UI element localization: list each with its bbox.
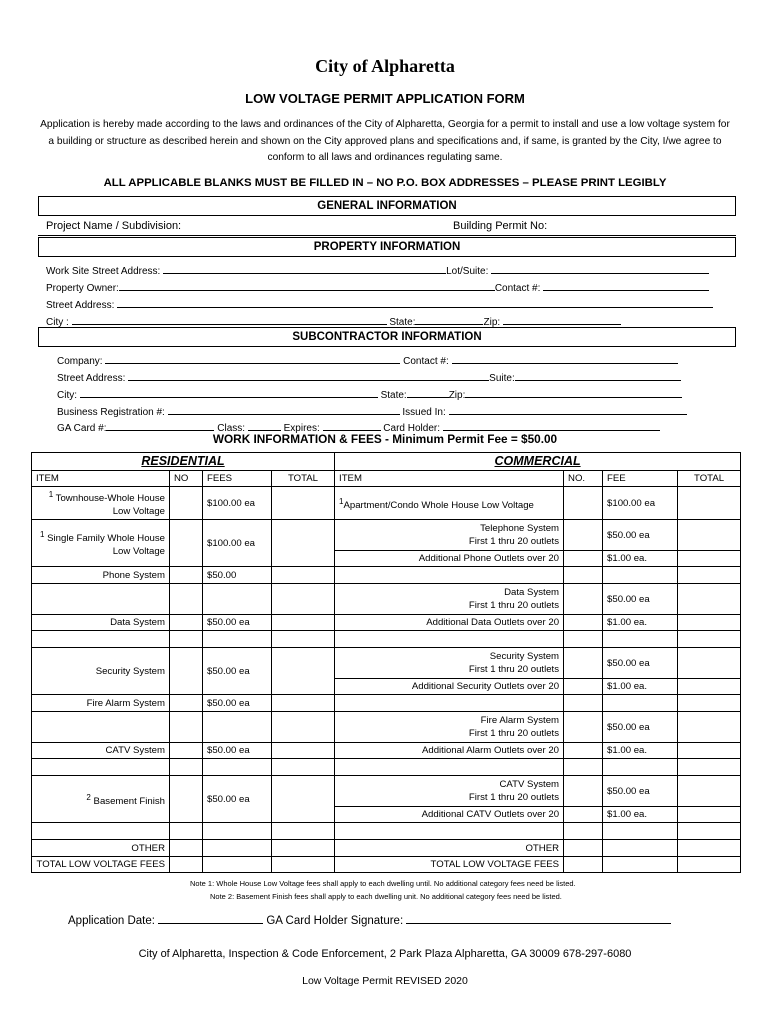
com-fee: $50.00 ea (603, 712, 678, 743)
res-total-cell[interactable] (272, 759, 335, 776)
com-col-total: TOTAL (678, 471, 741, 487)
com-no-cell[interactable] (564, 631, 603, 648)
res-fee: $50.00 ea (203, 648, 272, 695)
com-total-cell[interactable] (678, 823, 741, 840)
com-total-cell[interactable] (678, 648, 741, 679)
lot-suite-field[interactable] (491, 262, 709, 274)
res-item: CATV System (32, 743, 170, 759)
res-fee (203, 631, 272, 648)
res-total-cell[interactable] (272, 520, 335, 567)
com-no-cell[interactable] (564, 648, 603, 679)
com-item: Security System First 1 thru 20 outlets (335, 648, 564, 679)
res-item: Security System (32, 648, 170, 695)
table-row (32, 712, 741, 743)
expires-field[interactable] (323, 419, 381, 431)
res-no-cell[interactable] (170, 759, 203, 776)
com-item (335, 759, 564, 776)
res-item (32, 712, 170, 743)
res-col-fees: FEES (203, 471, 272, 487)
com-item: Additional CATV Outlets over 20 (335, 807, 564, 823)
table-row (32, 759, 741, 776)
com-fee: $50.00 ea (603, 776, 678, 807)
com-total-cell[interactable] (678, 712, 741, 743)
table-row (32, 840, 741, 857)
com-col-fee: FEE (603, 471, 678, 487)
sub-zip-field[interactable] (465, 386, 682, 398)
res-fee (203, 584, 272, 615)
property-owner-label: Property Owner: (46, 283, 119, 294)
sub-city-field[interactable] (80, 386, 378, 398)
com-total-cell[interactable] (678, 584, 741, 615)
com-no-cell[interactable] (564, 679, 603, 695)
com-total-cell[interactable] (678, 487, 741, 520)
com-total-label: TOTAL LOW VOLTAGE FEES (335, 857, 564, 873)
res-no-cell[interactable] (170, 823, 203, 840)
footer-revision: Low Voltage Permit REVISED 2020 (302, 975, 468, 987)
res-total-cell[interactable] (272, 631, 335, 648)
res-total-cell[interactable] (272, 487, 335, 520)
com-no-cell[interactable] (564, 567, 603, 584)
property-street-label: Street Address: (46, 300, 115, 311)
company-row (57, 352, 678, 367)
res-total-cell[interactable] (272, 823, 335, 840)
company-label: Company: (57, 356, 103, 367)
table-row (32, 823, 741, 840)
table-row (32, 520, 741, 551)
table-row (32, 743, 741, 759)
res-no-cell[interactable] (170, 584, 203, 615)
com-total-cell[interactable] (678, 807, 741, 823)
res-item: $^1$ Single Family Whole House Low Voltage (32, 520, 170, 567)
com-fee (603, 695, 678, 712)
com-fee: $50.00 ea (603, 648, 678, 679)
res-fee: $50.00 ea (203, 695, 272, 712)
property-owner-field[interactable] (119, 279, 495, 291)
res-col-item: ITEM (32, 471, 170, 487)
card-holder-signature-label: GA Card Holder Signature: (266, 915, 404, 927)
com-total-cell[interactable] (678, 679, 741, 695)
sub-street-label: Street Address: (57, 373, 126, 384)
property-street-row (46, 296, 713, 311)
com-fee[interactable] (603, 857, 678, 873)
building-permit-label: Building Permit No: (453, 220, 548, 232)
property-city-row (46, 313, 621, 328)
res-total-cell[interactable] (272, 712, 335, 743)
com-no-cell[interactable] (564, 807, 603, 823)
sub-city-label: City: (57, 390, 77, 401)
res-no-cell[interactable] (170, 567, 203, 584)
com-total-cell[interactable] (678, 776, 741, 807)
res-total-value[interactable] (272, 857, 335, 873)
com-no-cell[interactable] (564, 615, 603, 631)
business-reg-label: Business Registration #: (57, 407, 165, 418)
com-item (335, 823, 564, 840)
com-fee: $1.00 ea. (603, 551, 678, 567)
class-field[interactable] (248, 419, 281, 431)
com-total-cell[interactable] (678, 567, 741, 584)
column-header-row (32, 471, 741, 487)
business-reg-row (57, 403, 687, 418)
com-no-cell[interactable] (564, 487, 603, 520)
com-total-cell[interactable] (678, 840, 741, 857)
res-total-cell[interactable] (272, 615, 335, 631)
com-fee: $1.00 ea. (603, 807, 678, 823)
sub-suite-label: Suite: (489, 373, 515, 384)
com-item (335, 567, 564, 584)
res-total-cell[interactable] (272, 567, 335, 584)
res-no-cell[interactable] (170, 857, 203, 873)
com-no-cell[interactable] (564, 584, 603, 615)
com-total-cell[interactable] (678, 631, 741, 648)
card-holder-label: Card Holder: (383, 423, 440, 434)
subcontractor-info-heading: SUBCONTRACTOR INFORMATION (38, 327, 736, 347)
res-total-cell[interactable] (272, 584, 335, 615)
sub-suite-field[interactable] (515, 369, 681, 381)
com-no-cell[interactable] (564, 551, 603, 567)
com-item: Additional Alarm Outlets over 20 (335, 743, 564, 759)
res-total-cell[interactable] (272, 776, 335, 823)
res-no-cell[interactable] (170, 520, 203, 567)
ga-card-label: GA Card #: (57, 423, 107, 434)
com-item: $^1$Apartment/Condo Whole House Low Voltage (335, 487, 564, 520)
com-no-cell[interactable] (564, 743, 603, 759)
intro-text: Application is hereby made according to the laws and ordinances of the City of Alpharetta, Georgia for a permit to install and use a low voltage system for a building or structure as described herein and shown on the City approved plans and specifications and, if same, is granted by the City, I/we agree to conform to all laws and ordinances regulating same. (40, 119, 730, 163)
general-info-heading: GENERAL INFORMATION (38, 196, 736, 216)
res-total-cell[interactable] (272, 648, 335, 695)
com-no-cell[interactable] (564, 857, 603, 873)
res-item: Data System (32, 615, 170, 631)
com-fee (603, 567, 678, 584)
res-no-cell[interactable] (170, 712, 203, 743)
res-item: Phone System (32, 567, 170, 584)
contact-field[interactable] (543, 279, 709, 291)
sub-city-row (57, 386, 682, 401)
res-total-cell[interactable] (272, 840, 335, 857)
res-no-cell[interactable] (170, 631, 203, 648)
com-total-cell[interactable] (678, 520, 741, 551)
res-col-no: NO (170, 471, 203, 487)
com-no-cell[interactable] (564, 520, 603, 551)
com-col-item: ITEM (335, 471, 564, 487)
com-other: OTHER (335, 840, 564, 857)
res-total-cell[interactable] (272, 695, 335, 712)
table-row (32, 584, 741, 615)
com-total-cell[interactable] (678, 615, 741, 631)
sub-state-field[interactable] (407, 386, 449, 398)
property-city-label: City : (46, 317, 69, 328)
res-no-cell[interactable] (170, 695, 203, 712)
commercial-heading: COMMERCIAL (335, 453, 741, 471)
res-fee (203, 759, 272, 776)
com-item: Fire Alarm System First 1 thru 20 outlets (335, 712, 564, 743)
table-row (32, 631, 741, 648)
note-1: Note 1: Whole House Low Voltage fees shall apply to each dwelling until. No additional category fees need be listed. (190, 879, 576, 888)
property-state-field[interactable] (415, 313, 483, 325)
res-total-cell[interactable] (272, 743, 335, 759)
com-total-cell[interactable] (678, 551, 741, 567)
res-item: $^2$ Basement Finish (32, 776, 170, 823)
property-street-field[interactable] (117, 296, 713, 308)
class-label: Class: (217, 423, 246, 434)
table-row (32, 567, 741, 584)
com-no-cell[interactable] (564, 695, 603, 712)
res-other: OTHER (32, 840, 170, 857)
signature-row (68, 912, 671, 927)
res-fee: $50.00 ea (203, 615, 272, 631)
res-fee[interactable] (203, 857, 272, 873)
residential-heading: RESIDENTIAL (32, 453, 335, 471)
res-no-cell[interactable] (170, 840, 203, 857)
work-site-row (46, 262, 709, 277)
com-fee: $1.00 ea. (603, 743, 678, 759)
com-fee: $50.00 ea (603, 584, 678, 615)
section-header-row (32, 453, 741, 471)
res-item (32, 759, 170, 776)
company-field[interactable] (105, 352, 400, 364)
application-date-label: Application Date: (68, 915, 155, 927)
notice-text: ALL APPLICABLE BLANKS MUST BE FILLED IN – NO P.O. BOX ADDRESSES – PLEASE PRINT LEGIBLY (103, 177, 667, 189)
com-no-cell[interactable] (564, 759, 603, 776)
work-info-heading: WORK INFORMATION & FEES - Minimum Permit Fee = $50.00 (212, 432, 558, 446)
property-state-label: State: (389, 317, 416, 328)
res-no-cell[interactable] (170, 743, 203, 759)
res-col-total: TOTAL (272, 471, 335, 487)
table-row (32, 695, 741, 712)
com-no-cell[interactable] (564, 840, 603, 857)
res-item (32, 631, 170, 648)
issued-in-label: Issued In: (402, 407, 446, 418)
note-2: Note 2: Basement Finish fees shall apply to each dwelling unit. No additional category fees need be listed. (210, 892, 562, 901)
com-fee: $1.00 ea. (603, 679, 678, 695)
com-fee: $100.00 ea (603, 487, 678, 520)
table-row (32, 615, 741, 631)
res-fee[interactable] (203, 840, 272, 857)
com-col-no: NO. (564, 471, 603, 487)
fee-table (31, 452, 741, 873)
card-holder-field[interactable] (443, 419, 660, 431)
res-no-cell[interactable] (170, 487, 203, 520)
com-total-cell[interactable] (678, 743, 741, 759)
com-item: Data System First 1 thru 20 outlets (335, 584, 564, 615)
com-item: CATV System First 1 thru 20 outlets (335, 776, 564, 807)
com-fee: $50.00 ea (603, 520, 678, 551)
expires-label: Expires: (283, 423, 320, 434)
table-row (32, 857, 741, 873)
work-site-field[interactable] (163, 262, 446, 274)
com-total-value[interactable] (678, 857, 741, 873)
property-info-heading: PROPERTY INFORMATION (38, 237, 736, 257)
com-total-cell[interactable] (678, 695, 741, 712)
contact-label: Contact #: (494, 283, 541, 294)
business-reg-field[interactable] (168, 403, 400, 415)
com-no-cell[interactable] (564, 712, 603, 743)
form-title: LOW VOLTAGE PERMIT APPLICATION FORM (245, 91, 525, 106)
sub-street-row (57, 369, 681, 384)
city-title: City of Alpharetta (315, 56, 455, 76)
res-fee: $100.00 ea (203, 487, 272, 520)
res-item: $^1$ Townhouse-Whole House Low Voltage (32, 487, 170, 520)
com-no-cell[interactable] (564, 823, 603, 840)
card-holder-signature-field[interactable] (406, 912, 671, 924)
application-date-field[interactable] (158, 912, 263, 924)
com-fee (603, 823, 678, 840)
res-no-cell[interactable] (170, 615, 203, 631)
property-city-field[interactable] (72, 313, 387, 325)
com-item: Additional Data Outlets over 20 (335, 615, 564, 631)
com-item (335, 631, 564, 648)
res-fee: $50.00 (203, 567, 272, 584)
work-site-label: Work Site Street Address: (46, 266, 161, 277)
res-fee: $50.00 ea (203, 743, 272, 759)
com-item: Additional Phone Outlets over 20 (335, 551, 564, 567)
res-total-label: TOTAL LOW VOLTAGE FEES (32, 857, 170, 873)
com-fee (603, 631, 678, 648)
com-item: Additional Security Outlets over 20 (335, 679, 564, 695)
res-no-cell[interactable] (170, 776, 203, 823)
ga-card-field[interactable] (106, 419, 214, 431)
com-no-cell[interactable] (564, 776, 603, 807)
res-fee: $50.00 ea (203, 776, 272, 823)
com-fee: $1.00 ea. (603, 615, 678, 631)
table-row (32, 648, 741, 679)
com-total-cell[interactable] (678, 759, 741, 776)
divider (38, 235, 736, 236)
table-row (32, 776, 741, 807)
issued-in-field[interactable] (449, 403, 687, 415)
property-zip-label: Zip: (483, 317, 501, 328)
sub-contact-label: Contact #: (403, 356, 449, 367)
project-name-label: Project Name / Subdivision: (46, 220, 182, 232)
com-item: Telephone System First 1 thru 20 outlets (335, 520, 564, 551)
com-fee (603, 759, 678, 776)
table-row (32, 487, 741, 520)
res-no-cell[interactable] (170, 648, 203, 695)
com-item (335, 695, 564, 712)
com-fee[interactable] (603, 840, 678, 857)
property-zip-field[interactable] (503, 313, 621, 325)
lot-suite-label: Lot/Suite: (446, 266, 489, 277)
res-item: Fire Alarm System (32, 695, 170, 712)
sub-zip-label: Zip: (448, 390, 466, 401)
sub-state-label: State: (380, 390, 407, 401)
res-item (32, 823, 170, 840)
sub-street-field[interactable] (128, 369, 489, 381)
property-owner-row (46, 279, 709, 294)
res-item (32, 584, 170, 615)
sub-contact-field[interactable] (452, 352, 678, 364)
res-fee: $100.00 ea (203, 520, 272, 567)
footer-address: City of Alpharetta, Inspection & Code Enforcement, 2 Park Plaza Alpharetta, GA 30009 678-297-6080 (138, 948, 632, 960)
res-fee (203, 823, 272, 840)
res-fee (203, 712, 272, 743)
